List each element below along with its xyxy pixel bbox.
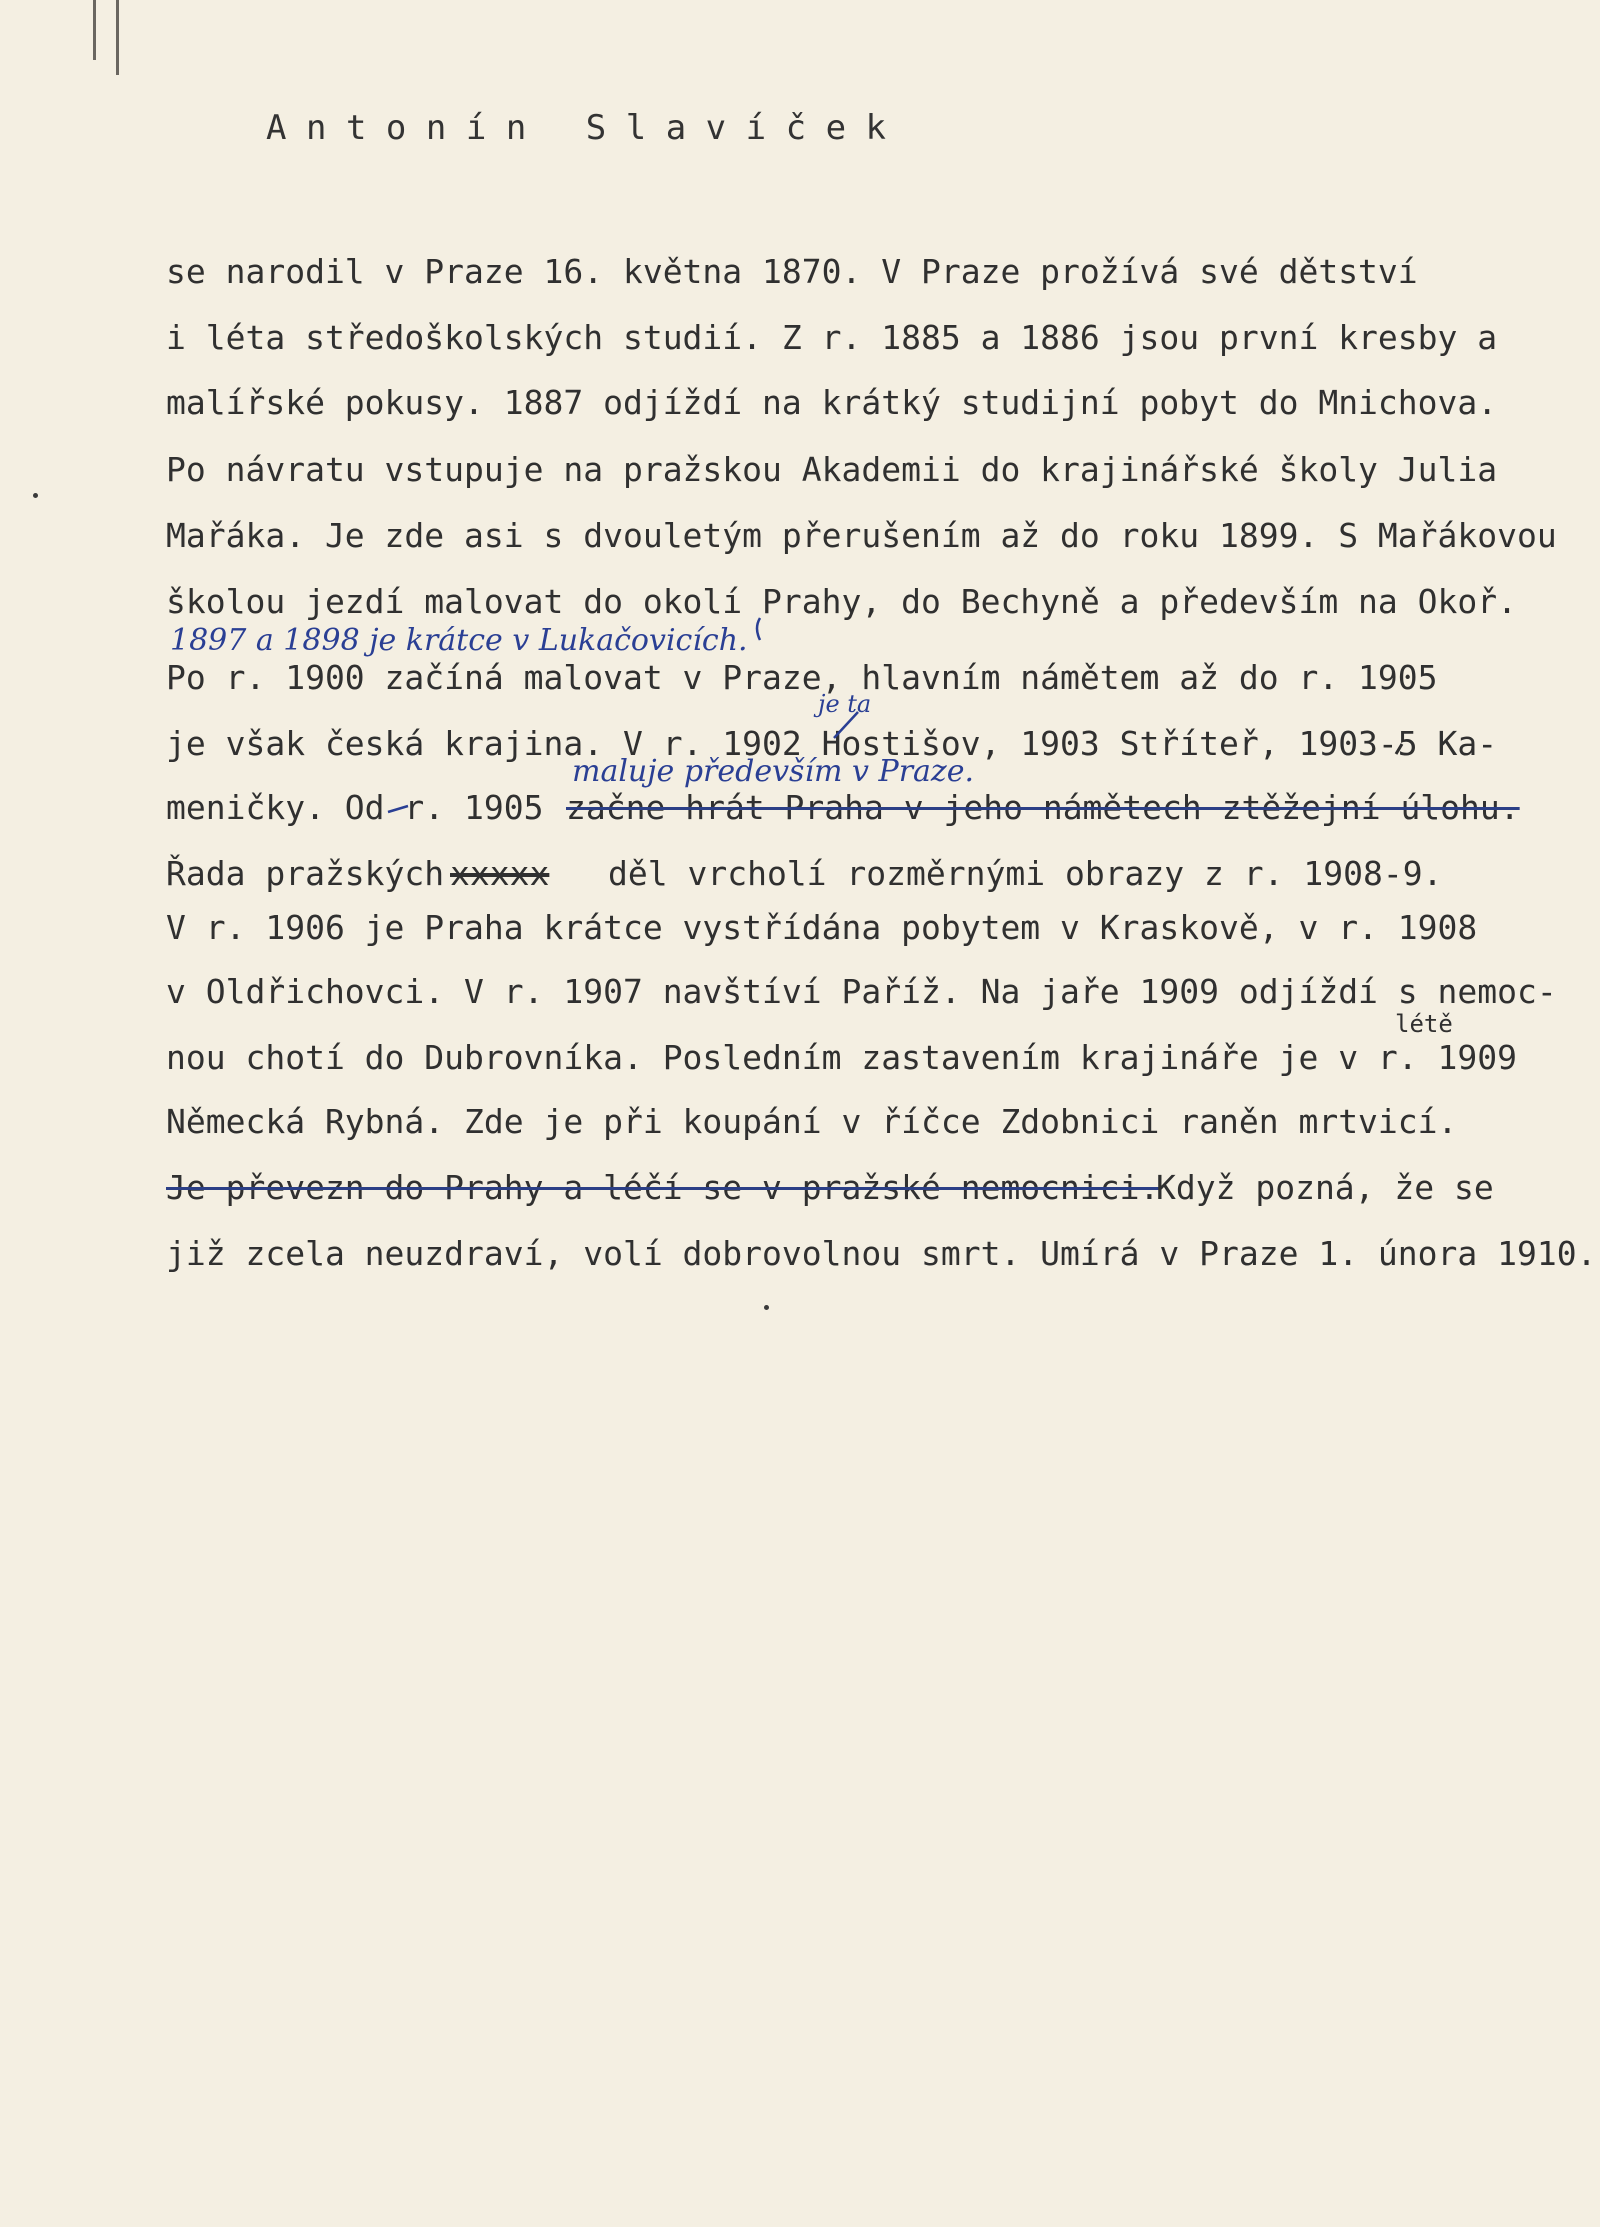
text-line: malířské pokusy. 1887 odjíždí na krátký studijní pobyt do Mnichova.: [166, 383, 1498, 422]
handwritten-insert-maluje: maluje především v Praze.: [572, 754, 975, 789]
text-line-segment: děl vrcholí rozměrnými obrazy z r. 1908-9.: [608, 854, 1443, 893]
text-line: Po návratu vstupuje na pražskou Akademii do krajinářské školy Julia: [166, 450, 1498, 489]
insertion-caret: [757, 618, 760, 640]
edge-mark: [93, 0, 96, 60]
typed-over-text: xxxxx: [450, 854, 550, 893]
struck-text: Je převezn do Prahy a léčí se v pražské nemocnici.: [166, 1168, 1160, 1207]
text-line: je však česká krajina. V r. 1902 Hostišov, 1903 Stříteř, 1903-5 Ka-: [166, 724, 1498, 763]
text-line: Po r. 1900 začíná malovat v Praze, hlavním námětem až do r. 1905: [166, 658, 1438, 697]
struck-text: začne hrát Praha v jeho námětech ztěžejní úlohu.: [566, 788, 1520, 827]
typed-insert-lete: létě: [1395, 1010, 1453, 1038]
text-line-segment: Když pozná, že se: [1156, 1168, 1494, 1207]
text-line: v Oldřichovci. V r. 1907 navštíví Paříž. Na jaře 1909 odjíždí s nemoc-: [166, 972, 1557, 1011]
text-line-segment: meničky. Od r. 1905: [166, 788, 544, 827]
text-line: nou chotí do Dubrovníka. Posledním zastavením krajináře je v r. 1909: [166, 1038, 1518, 1077]
handwritten-insert-1897: 1897 a 1898 je krátce v Lukačovicích.: [170, 623, 748, 658]
text-line: V r. 1906 je Praha krátce vystřídána pobytem v Kraskově, v r. 1908: [166, 908, 1478, 947]
text-line: Německá Rybná. Zde je při koupání v říčce Zdobnici raněn mrtvicí.: [166, 1102, 1458, 1141]
handwritten-insert-je-ta: je ta: [818, 690, 872, 718]
document-title: Antonín Slavíček: [266, 108, 906, 148]
stray-dot: [764, 1305, 769, 1310]
text-line: i léta středoškolských studií. Z r. 1885 a 1886 jsou první kresby a: [166, 318, 1498, 357]
text-line: se narodil v Praze 16. května 1870. V Praze prožívá své dětství: [166, 252, 1418, 291]
text-line: již zcela neuzdraví, volí dobrovolnou smrt. Umírá v Praze 1. února 1910.: [166, 1234, 1597, 1273]
edge-mark: [116, 0, 119, 75]
stray-dot: [33, 493, 38, 498]
text-line: Mařáka. Je zde asi s dvouletým přerušením až do roku 1899. S Mařákovou: [166, 516, 1557, 555]
text-line-segment: Řada pražských: [166, 854, 445, 893]
text-line: školou jezdí malovat do okolí Prahy, do Bechyně a především na Okoř.: [166, 582, 1518, 621]
